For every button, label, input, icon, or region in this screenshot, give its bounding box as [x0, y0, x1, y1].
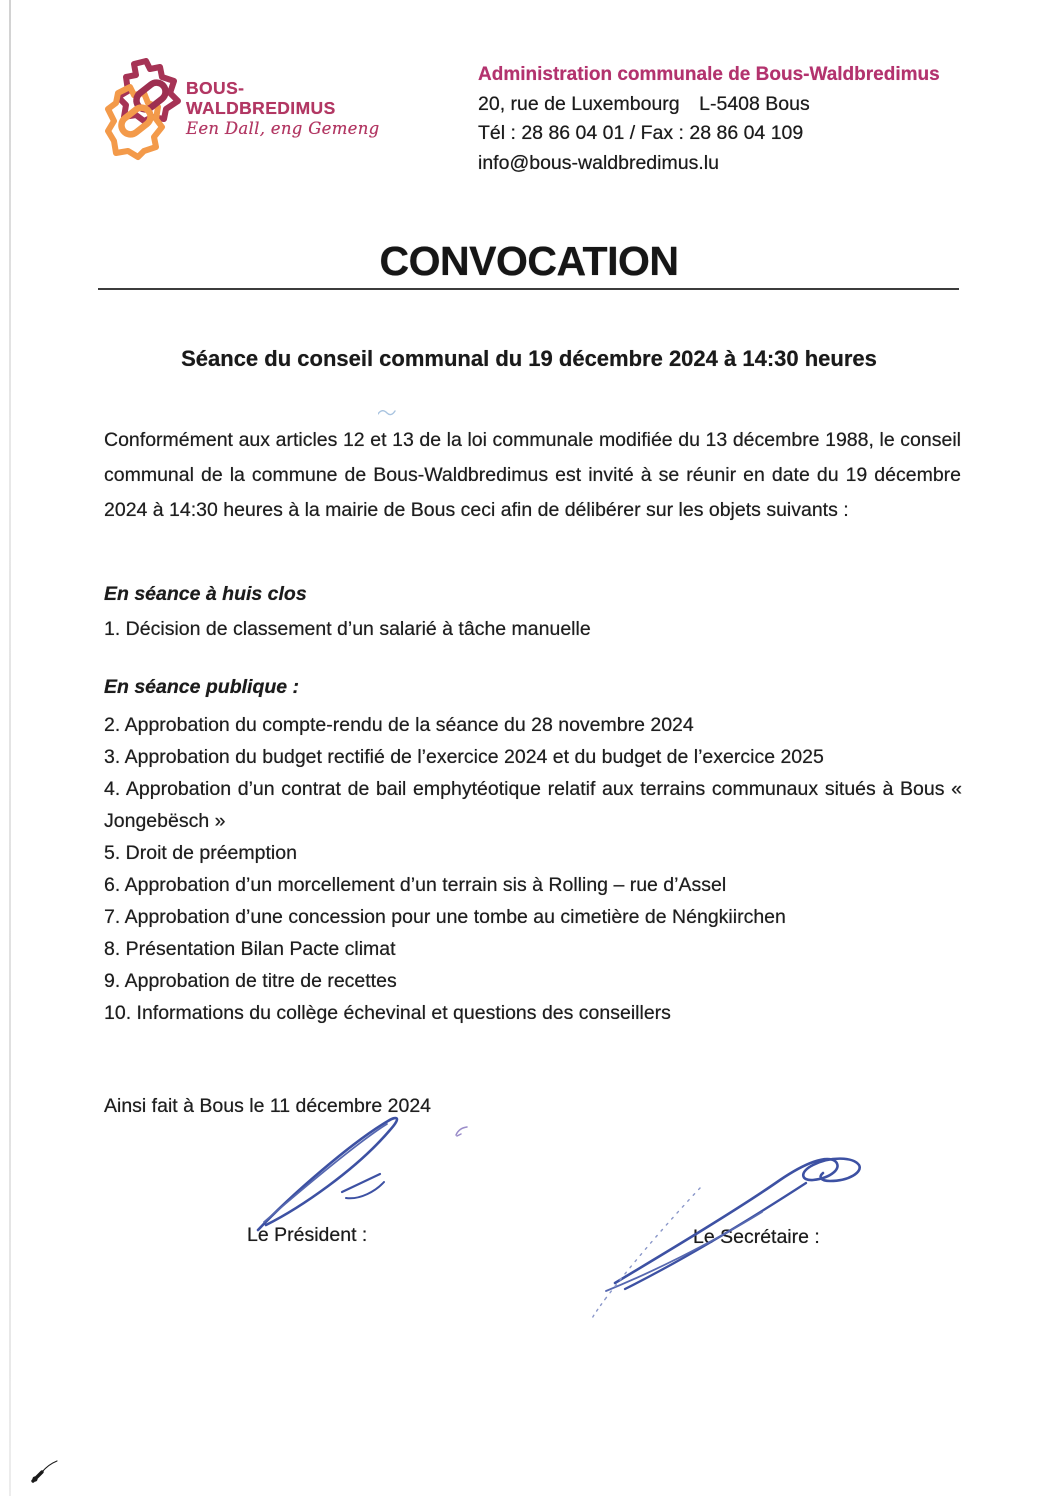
faint-lavender-mark — [455, 1126, 469, 1138]
agenda-item: 7. Approbation d’une concession pour une tombe au cimetière de Néngkiirchen — [104, 906, 786, 928]
faint-blue-mark — [378, 408, 396, 418]
commune-logo-text — [186, 78, 380, 139]
email-line: info@bous-waldbredimus.lu — [478, 151, 719, 174]
agenda-list-publique — [104, 709, 962, 1029]
logo-name-line1: BOUS- — [186, 78, 245, 98]
agenda-item: 8. Présentation Bilan Pacte climat — [104, 938, 396, 960]
ink-mark — [26, 1458, 60, 1486]
agenda-item: 5. Droit de préemption — [104, 842, 297, 864]
agenda-item: 6. Approbation d’un morcellement d’un terrain sis à Rolling – rue d’Assel — [104, 874, 727, 896]
contact-block — [478, 60, 940, 178]
agenda-item: 4. Approbation d’un contrat de bail emphytéotique relatif aux terrains communaux situés à Bous « Jongebësch » — [104, 778, 962, 832]
agenda-item: 10. Informations du collège échevinal et questions des conseillers — [104, 1002, 671, 1024]
section-heading-huis-clos: En séance à huis clos — [104, 583, 307, 605]
secretary-label: Le Secrétaire : — [693, 1226, 820, 1248]
intro-paragraph: Conformément aux articles 12 et 13 de la loi communale modifiée du 13 décembre 1988, le conseil communal de la commune de Bous-Waldbredimus est invité à se réunir en date du 19 décembre 2024 à 14:30 heures à la mairie de Bous ceci afin de délibérer sur les objets suivants : — [104, 429, 961, 521]
commune-logo-icon — [103, 58, 187, 162]
president-label: Le Président : — [247, 1224, 368, 1246]
title-rule — [98, 288, 959, 290]
phone-fax-line: Tél : 28 86 04 01 / Fax : 28 86 04 109 — [478, 122, 804, 144]
logo-name-line2: WALDBREDIMUS — [186, 98, 336, 118]
organization-name: Administration communale de Bous-Waldbredimus — [478, 64, 940, 85]
closing-line: Ainsi fait à Bous le 11 décembre 2024 — [104, 1095, 432, 1117]
agenda-item: 1. Décision de classement d’un salarié à tâche manuelle — [104, 618, 591, 640]
document-subtitle: Séance du conseil communal du 19 décembre 2024 à 14:30 heures — [181, 346, 877, 371]
logo-tagline: Een Dall, eng Gemeng — [186, 119, 380, 138]
agenda-item: 2. Approbation du compte-rendu de la séance du 28 novembre 2024 — [104, 714, 694, 736]
document-title: CONVOCATION — [379, 238, 679, 284]
section-heading-publique: En séance publique : — [104, 676, 300, 698]
agenda-item: 9. Approbation de titre de recettes — [104, 970, 397, 992]
scan-edge-artifact — [9, 0, 11, 1496]
agenda-list-huis-clos — [104, 613, 961, 645]
president-signature — [230, 1108, 420, 1238]
agenda-item: 3. Approbation du budget rectifié de l’exercice 2024 et du budget de l’exercice 2025 — [104, 746, 824, 768]
address-line: 20, rue de Luxembourg L-5408 Bous — [478, 92, 810, 115]
